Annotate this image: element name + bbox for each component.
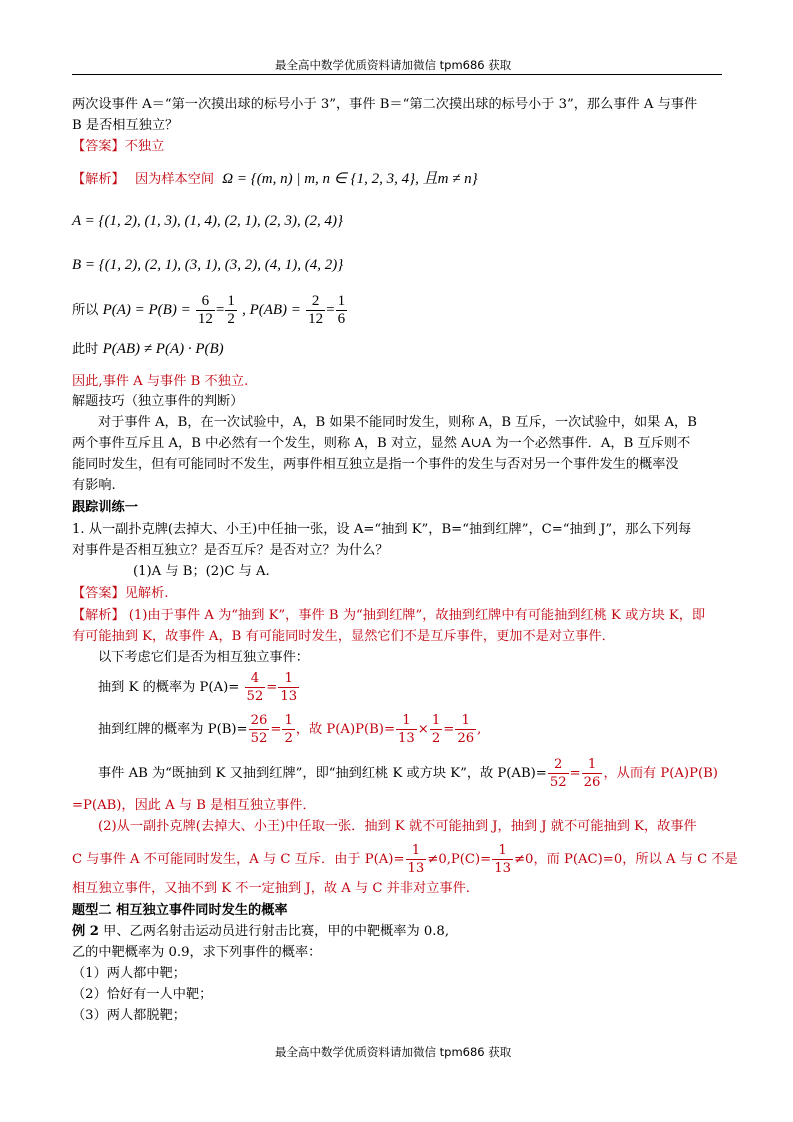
answer-text: 不独立 — [124, 139, 165, 154]
then-label: 此时 — [72, 342, 99, 357]
analysis-1-lead — [72, 170, 478, 189]
practice-analysis-line-3: 以下考虑它们是否为相互独立事件： — [98, 650, 309, 665]
example-2-line-1: 例 2 甲、乙两名射击运动员进行射击比赛，甲的中靶概率为 0.8, — [72, 924, 450, 939]
fraction-1-26: $\frac{1}{26}$ — [583, 757, 601, 790]
pab-eq: , P(AB) = — [242, 302, 301, 318]
part2-line-1: (2)从一副扑克牌(去掉大、小王)中任取一张．抽到 K 就不可能抽到 J，抽到 J 就不可能抽到 K，故事件 — [98, 819, 697, 834]
fraction-6-12: $\frac{6}{12}$ — [197, 293, 213, 327]
then-line — [72, 340, 224, 359]
independence-check-formula: P(AB) ≠ P(A) · P(B) — [102, 341, 224, 357]
fraction-1-26: $\frac{1}{26}$ — [457, 713, 475, 746]
practice-answer — [72, 585, 169, 603]
ab-line-2: =P(AB)，因此 A 与 B 是相互独立事件． — [72, 798, 316, 813]
so-label: 所以 — [72, 303, 99, 318]
fraction-26-52: $\frac{26}{52}$ — [250, 713, 268, 746]
fraction-4-52: $\frac{4}{52}$ — [246, 671, 264, 704]
practice-q-line-2: 对事件是否相互独立？是否互斥？是否对立？为什么？ — [72, 543, 389, 558]
sample-space-formula: Ω = {(m, n) | m, n ∈ {1, 2, 3, 4}, 且m ≠ n} — [222, 171, 478, 187]
tip-line-3: 能同时发生，但有可能同时不发生，两事件相互独立是指一个事件的发生与否对另一个事件发生的概率没 — [72, 457, 679, 472]
fraction-1-2: $\frac{1}{2}$ — [431, 713, 441, 746]
tip-line-4: 有影响. — [72, 478, 116, 493]
fraction-1-13: $\frac{1}{13}$ — [407, 843, 425, 876]
set-a-formula: A = {(1, 2), (1, 3), (1, 4), (2, 1), (2, 3), (2, 4)} — [72, 213, 343, 229]
fraction-1-2: $\frac{1}{2}$ — [284, 713, 293, 746]
k-probability-line: 抽到 K 的概率为 P(A)= $\frac{4}{52}$ = $\frac{1}{13}$ — [98, 671, 298, 704]
analysis-tag: 【解析】 — [72, 172, 125, 187]
tip-line-1: 对于事件 A，B，在一次试验中，A，B 如果不能同时发生，则称 A，B 互斥，一次试验中，如果 A，B — [98, 415, 697, 430]
problem-line-2: B 是否相互独立？ — [72, 118, 179, 133]
ab-probability-line: 事件 AB 为“既抽到 K 又抽到红牌”，即“抽到红桃 K 或方块 K”，故 P(AB)= $\frac{2}{52}$ = $\frac{1}{26}$ ，从而有 P(A)P(B) — [98, 757, 718, 790]
pa-eq: P(A) = P(B) = — [102, 302, 191, 318]
part2-line-2: C 与事件 A 不可能同时发生，A 与 C 互斥．由于 P(A)= $\frac{1}{13}$ ≠0,P(C)= $\frac{1}{13}$ ≠0，而 P(AC)=0，所以 A 与 C 不是 — [72, 843, 738, 876]
answer-1 — [72, 138, 164, 156]
practice-analysis-tag: 【解析】 — [72, 608, 125, 623]
example-2-item-2: （2）恰好有一人中靶； — [72, 987, 213, 1002]
analysis-lead-text: 因为样本空间 — [134, 172, 215, 187]
practice-title: 跟踪训练一 — [72, 500, 138, 515]
set-b-formula: B = {(1, 2), (2, 1), (3, 1), (3, 2), (4, 1), (4, 2)} — [72, 257, 344, 273]
fraction-1-6: $\frac{1}{6}$ — [337, 293, 346, 327]
example-2-tag: 例 2 — [72, 924, 99, 939]
practice-analysis-line-2: 有可能抽到 K，故事件 A，B 有可能同时发生，显然它们不是互斥事件，更加不是对立事件． — [72, 629, 615, 644]
example-2-item-1: （1）两人都中靶； — [72, 966, 186, 981]
fraction-1-13: $\frac{1}{13}$ — [494, 843, 511, 876]
example-2-item-3: （3）两人都脱靶； — [72, 1008, 186, 1023]
practice-q-items: (1)A 与 B；(2)C 与 A. — [133, 564, 270, 579]
tip-title: 解题技巧（独立事件的判断） — [72, 394, 244, 409]
page-header: 最全高中数学优质资料请加微信 tpm686 获取 — [275, 58, 512, 72]
tip-line-2: 两个事件互斥且 A，B 中必然有一个发生，则称 A，B 对立，显然 A∪A 为一个必然事件．A，B 互斥则不 — [72, 436, 691, 451]
practice-analysis-line-1: 【解析】 (1)由于事件 A 为“抽到 K”，事件 B 为“抽到红牌”，故抽到红牌中有可能抽到红桃 K 或方块 K，即 — [72, 608, 706, 623]
section-title-type2: 题型二 相互独立事件同时发生的概率 — [72, 903, 288, 918]
fraction-2-12: $\frac{2}{12}$ — [308, 293, 324, 327]
example-2-line-2: 乙的中靶概率为 0.9，求下列事件的概率： — [72, 945, 322, 960]
fraction-1-13: $\frac{1}{13}$ — [280, 671, 298, 704]
practice-answer-text: 见解析. — [124, 586, 169, 601]
fraction-1-13: $\frac{1}{13}$ — [398, 713, 415, 746]
probability-line: 所以 P(A) = P(B) = $\frac{6}{12}$ = $\frac{1}{2}$ , P(AB) = $\frac{2}{12}$ = $\frac{1}{6}$ — [72, 293, 346, 327]
conclusion-1: 因此,事件 A 与事件 B 不独立. — [72, 374, 249, 389]
header-rule — [72, 74, 722, 75]
fraction-1-2: $\frac{1}{2}$ — [227, 293, 235, 327]
answer-tag: 【答案】 — [72, 139, 125, 154]
part2-line-3: 相互独立事件，又抽不到 K 不一定抽到 J，故 A 与 C 并非对立事件. — [72, 881, 470, 896]
practice-answer-tag: 【答案】 — [72, 586, 125, 601]
fraction-2-52: $\frac{2}{52}$ — [549, 757, 567, 790]
problem-line-1: 两次设事件 A＝“第一次摸出球的标号小于 3”，事件 B＝“第二次摸出球的标号小于 3”，那么事件 A 与事件 — [72, 97, 698, 112]
practice-q-line-1: 1. 从一副扑克牌(去掉大、小王)中任抽一张，设 A=“抽到 K”，B=“抽到红牌”，C=“抽到 J”，那么下列每 — [72, 522, 692, 537]
red-probability-line: 抽到红牌的概率为 P(B)= $\frac{26}{52}$ = $\frac{1}{2}$ ，故 P(A)P(B)= $\frac{1}{13}$ × $\frac{1}{2}$ = $\frac{1}{26}$ , — [98, 713, 482, 746]
page-footer: 最全高中数学优质资料请加微信 tpm686 获取 — [275, 1045, 512, 1059]
